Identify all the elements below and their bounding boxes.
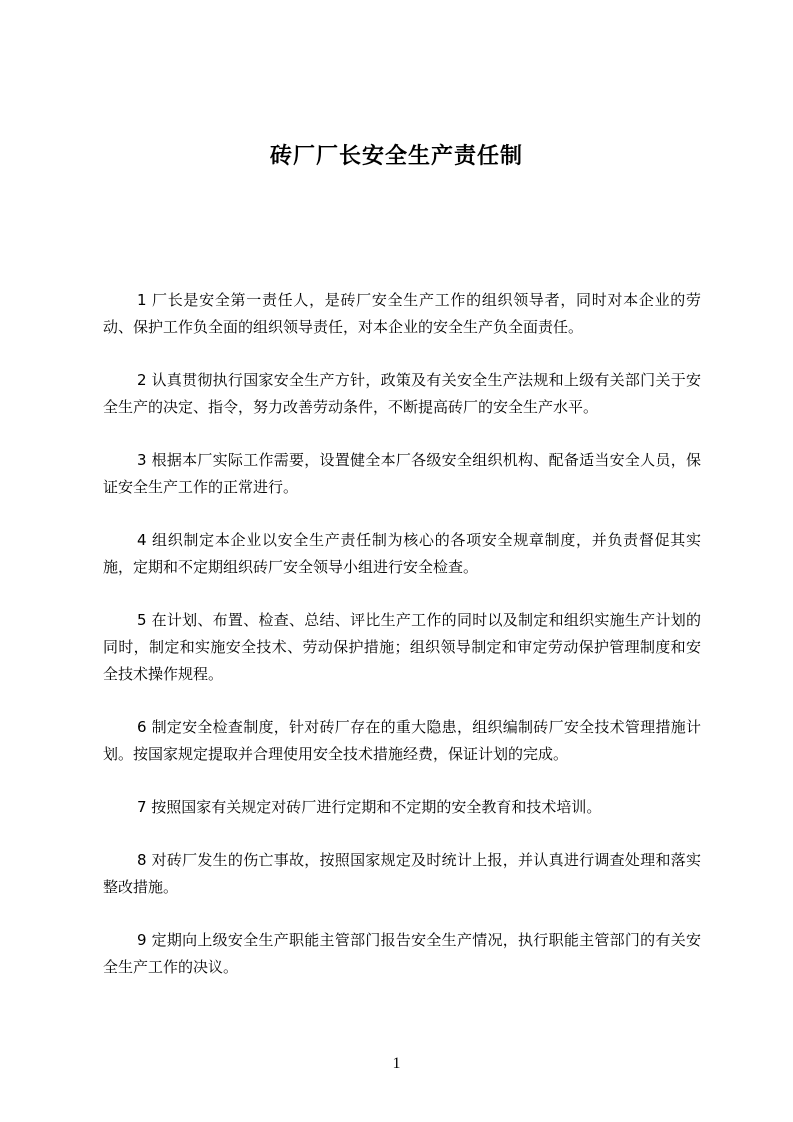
document-title: 砖厂厂长安全生产责任制 <box>269 144 523 169</box>
paragraph-6: 6 制定安全检查制度，针对砖厂存在的重大隐患，组织编制砖厂安全技术管理措施计划。按国家规定提取并合理使用安全技术措施经费，保证计划的完成。 <box>103 718 701 763</box>
paragraph-8: 8 对砖厂发生的伤亡事故，按照国家规定及时统计上报，并认真进行调查处理和落实整改措施。 <box>103 851 701 896</box>
paragraph-7: 7 按照国家有关规定对砖厂进行定期和不定期的安全教育和技术培训。 <box>137 798 602 816</box>
paragraph-2: 2 认真贯彻执行国家安全生产方针，政策及有关安全生产法规和上级有关部门关于安全生产的决定、指令，努力改善劳动条件，不断提高砖厂的安全生产水平。 <box>103 371 701 416</box>
document-body <box>103 287 701 1007</box>
paragraph-1: 1 厂长是安全第一责任人，是砖厂安全生产工作的组织领导者，同时对本企业的劳动、保护工作负全面的组织领导责任，对本企业的安全生产负全面责任。 <box>103 291 701 336</box>
paragraph-3: 3 根据本厂实际工作需要，设置健全本厂各级安全组织机构、配备适当安全人员，保证安全生产工作的正常进行。 <box>103 451 701 496</box>
paragraph-4: 4 组织制定本企业以安全生产责任制为核心的各项安全规章制度，并负责督促其实施，定期和不定期组织砖厂安全领导小组进行安全检查。 <box>103 531 701 576</box>
paragraph-5: 5 在计划、布置、检查、总结、评比生产工作的同时以及制定和组织实施生产计划的同时，制定和实施安全技术、劳动保护措施；组织领导制定和审定劳动保护管理制度和安全技术操作规程。 <box>103 611 701 683</box>
paragraph-9: 9 定期向上级安全生产职能主管部门报告安全生产情况，执行职能主管部门的有关安全生产工作的决议。 <box>103 931 701 976</box>
page-number: 1 <box>392 1055 401 1072</box>
